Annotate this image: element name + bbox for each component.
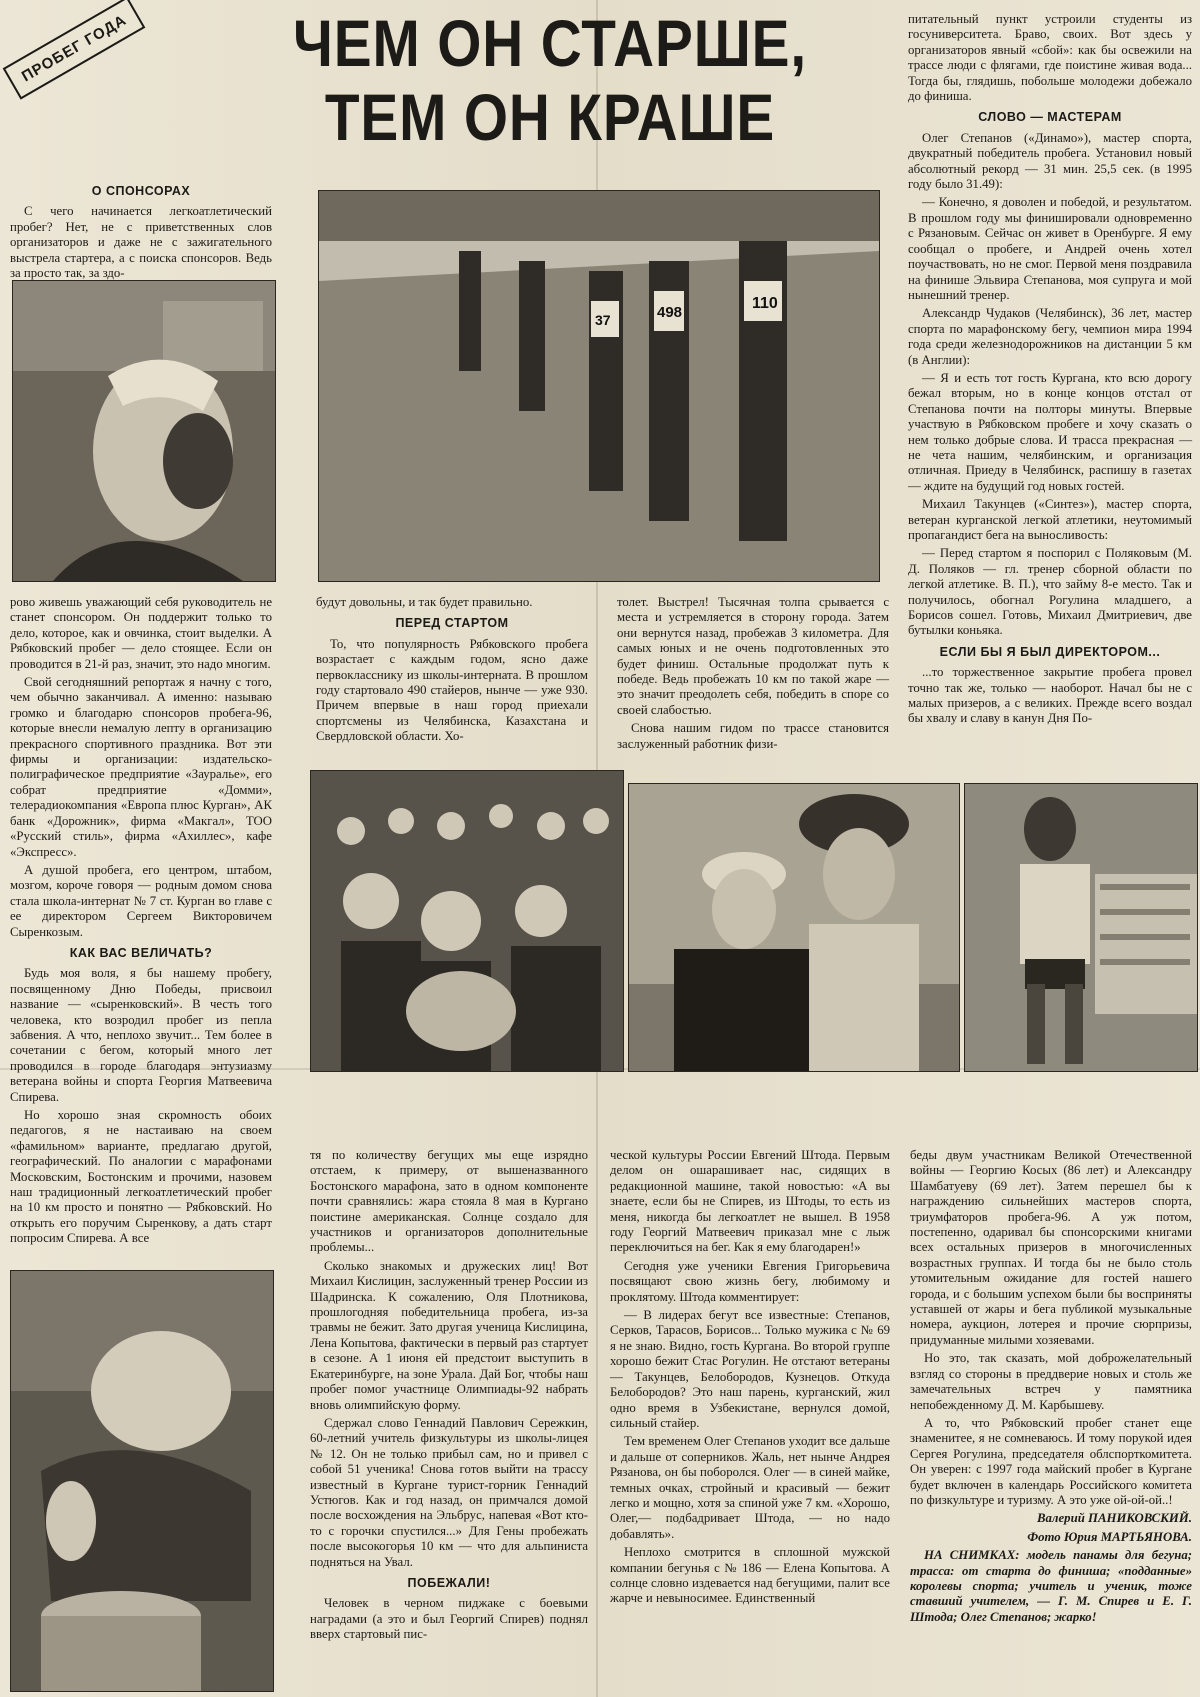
headline-line-1: ЧЕМ ОН СТАРШЕ, [293,6,807,80]
paragraph: А то, что Рябковский пробег станет еще знаменитее, я не сомневаюсь. И тому порукой идея Сергея Рогулина, председателя облспорткомитета. Он уверен: с 1997 года майский пробег в Кургане будет включен в календарь Российского комитета по физкультуре и туризму. А это уже ой-ой-ой..! [910,1415,1192,1507]
photo-crowd-spectators [310,770,624,1072]
paragraph: тя по количеству бегущих мы еще изрядно отстаем, к примеру, от вышеназванного Бостонского марафона, зато в одном компоненте почти сравнялись: жара стояла 8 мая в Кургано поистине американская. Солнце создало для участников и организаторов дополнительные проблемы... [310,1148,588,1255]
column-5-bottom [910,1148,1192,1693]
paragraph: Человек в черном пиджаке с боевыми наградами (а это и был Георгий Спирев) поднял вверх стартовый пис- [310,1596,588,1642]
paragraph: То, что популярность Рябковского пробега возрастает с каждым годом, ясно даже первокласснику из школы-интерната. В прошлом году стартовало 490 стайеров, нынче — уже 930. Причем впервые в наш город приехали спортсмены из Челябинска, Казахстана и Свердловской области. Хо- [316,636,588,744]
paragraph: Сегодня уже ученики Евгения Григорьевича посвящают свою жизнь бегу, любимому и проклятому. Штода комментирует: [610,1258,890,1304]
paragraph: Будь моя воля, я бы нашему пробегу, посвященному Дню Победы, присвоил название — «сыренковский». В честь того человека, кто возродил пробег из пепла забвения. А что, неплохо звучит... Тем более в сочетании с бегом, который много лет проводился в городе благодаря энтузиазму ветерана войны и спорта Георгия Матвеевича Спирева. [10,966,272,1104]
paragraph: беды двум участникам Великой Отечественной войны — Георгию Косых (86 лет) и Александру Шамбатуеву (69 лет). Затем перешел бы к награждению сильнейших мастеров спорта, триумфаторов пробега-96. А уж потом, постепенно, одаривал бы спонсорскими книгами всех остальных призеров в многочисленных возрастных группах. И тогда бы не было столь утомительным ожидание для гостей нашего города, и с большим успехом были бы восприняты уставшей от жары и бега публикой музыкальные номера, аукцион, лотерея и прочие сюрпризы, придуманные милыми хозяевами. [910,1148,1192,1347]
headline-line-2: ТЕМ ОН КРАШЕ [324,80,776,154]
paragraph: Сколько знакомых и дружеских лиц! Вот Михаил Кислицин, заслуженный тренер России из Шадринска. К сожалению, Оля Плотникова, прошлогодняя победительница пробега, из-за травмы не бежит. Зато другая ученица Кислицина, Лена Копытова, фактически в первый раз стартует в сезоне. А 1 июня ей предстоит выступить в Екатеринбурге, на зоне Урала. Дай Бог, чтобы наш пробег помог участнице Олимпиады-92 набрать вновь олимпийскую форму. [310,1258,588,1412]
photo-water-bucket [10,1270,274,1692]
bib-number: 110 [752,295,778,312]
rubric-stamp: ПРОБЕГ ГОДА [3,0,146,100]
column-3 [310,1148,588,1693]
photo-runner-panama [12,280,276,582]
paragraph: Олег Степанов («Динамо»), мастер спорта, двукратный победитель пробега. Установил новый абсолютный рекорд — 31 мин. 25,5 сек. (в 1995 году было 31.49): [908,130,1192,192]
paragraph: — В лидерах бегут все известные: Степанов, Серков, Тарасов, Борисов... Только мужика с № 69 я не знаю. Видно, гость Кургана. Во второй группе хорошо бежит Стас Рогулин. Не отстают ветераны — Такунцев, Белобородов, Кузнецов. Откуда Белобородов? Это наш парень, курганский, жил одно время в Узбекистане, вернулся домой, сильный стайер. [610,1308,890,1430]
paragraph: — Я и есть тот гость Кургана, кто всю дорогу бежал вторым, но в конце концов отстал от Степанова почти на полторы минуты. Впервые участвую в Рябковском пробеге и хочу сказать о нем только добрые слова. И трасса прекрасная — не чета нашим, челябинским, и организация отличная. Приеду в Челябинск, распишу в газетах — ждите на будущий год новых гостей. [908,370,1192,493]
paragraph: ...то торжественное закрытие пробега провел точно так же, только — наоборот. Начал бы не с малых призеров, а с великих. Прежде всего воздал бы хвалу и славу в канун Дня По- [908,665,1192,726]
paragraph: питательный пункт устроили студенты из госуниверситета. Браво, своих. Вот здесь у организаторов явный «сбой»: как бы освежили на трассе люди с флягами, где поистине живая вода... Тогда бы, глядишь, побольше молодежи добежало до финиша. [908,12,1192,104]
photo-oleg-stepanov-running [964,783,1198,1072]
column-4-bottom [610,1148,890,1693]
author-signature: Валерий ПАНИКОВСКИЙ. [1037,1511,1192,1526]
captions-label: НА СНИМКАХ: [924,1548,1020,1563]
paragraph: Снова нашим гидом по трассе становится заслуженный работник физи- [617,721,889,751]
paragraph: будут довольны, и так будет правильно. [316,595,533,609]
paragraph: Неплохо смотрится в сплошной мужской компании бегунья с № 186 — Елена Копытова. А солнце словно издевается над бегущими, палит все жарче и невыносимее. Единственный [610,1545,890,1606]
photo-marathon-runners [318,190,880,582]
paragraph: Михаил Такунцев («Синтез»), мастер спорта, ветеран курганской легкой атлетики, неутомимый пропагандист бега на выносливость: [908,497,1192,542]
photo-teacher-and-student [628,783,960,1072]
paragraph: Но это, так сказать, мой доброжелательный взгляд со стороны в преддверие новых и столь же замечательных встреч у памятника непобежденному Д. М. Карбышеву. [910,1351,1192,1412]
bib-number: 37 [595,312,611,328]
paragraph: Тем временем Олег Степанов уходит все дальше и дальше от соперников. Жаль, нет нынче Андрея Рязанова, он бы поборолся. Олег — в синей майке, темных очках, стройный и красивый — бежит легко и мощно, хотя за спиной уже 7 км. «Хорошо, Олег,— подбадривает Штода, — но надо добавлять». [610,1434,890,1541]
column-1-top [10,178,272,281]
paragraph: Александр Чудаков (Челябинск), 36 лет, мастер спорта по марафонскому бегу, чемпион мира 1994 года среди железнодорожников на дистанции 5 км (в Англии): [908,306,1192,367]
column-2 [316,595,588,765]
paragraph: Но хорошо зная скромность обоих педагогов, я не настаиваю на своем «фамильном» варианте, предлагаю другой, географический. По аналогии с марафонами Московским, Бостонским и прочими, назовем наш традиционный легкоатлетический пробег на 10 км просто и понятно — Рябковский. Но открыть его поручим Сыренкову, а дать старт попросим Спирева. А все [10,1108,272,1246]
paragraph: — Конечно, я доволен и победой, и результатом. В прошлом году мы финишировали одновременно с Рязановым. Сейчас он живет в Оренбурге. Я ему сообщал о пробеге, и Андрей очень хотел поучаствовать, но не смог. Первой меня поздравила на финише Эльвира Степанова, моя супруга и мой нынешний тренер. [908,195,1192,302]
column-4-top [617,595,889,765]
column-5-top [908,12,1192,772]
paragraph: Сдержал слово Геннадий Павлович Сережкин, 60-летний учитель физкультуры из школы-лицея № 12. Он не только прибыл сам, но и привел с собой 51 ученика! Снова готов выйти на трассу известный в Кургане турист-горник Геннадий Устюгов. Как и год назад, он примчался домой после восхождения на Эльбрус, напевая «Вот кто-то с горочки спустился...» Для Гены пробежать после высокогорья 10 км — что для альпиниста подняться на Увал. [310,1415,588,1569]
column-1-middle [10,595,272,1255]
photo-credit: Фото Юрия МАРТЬЯНОВА. [1027,1529,1192,1544]
headline [240,6,859,154]
photo-captions [910,1548,1192,1625]
subheading-word-to-masters: СЛОВО — МАСТЕРАМ [978,110,1122,125]
paragraph: — Перед стартом я поспорил с Поляковым (М. Д. Поляков — гл. тренер сборной области по легкой атлетике. В. П.), что займу 8-е место. Так и получилось, обогнал Рогулина младшего, а Борисов сошел. Готовь, Михаил Дмитриевич, две бутылки коньяка. [908,546,1192,638]
subheading-sponsors: О СПОНСОРАХ [91,184,191,198]
subheading-before-start: ПЕРЕД СТАРТОМ [395,616,509,631]
paragraph: С чего начинается легкоатлетический пробег? Нет, не с приветственных слов организаторов и даже не с зажигательного выстрела стартера, а с поиска спонсоров. Ведь за просто так, за здо- [10,204,272,281]
subheading-name: КАК ВАС ВЕЛИЧАТЬ? [69,945,213,960]
paragraph: ческой культуры России Евгений Штода. Первым делом он ошарашивает нас, сидящих в редакционной машине, такой новостью: «А вы знаете, если бы не Спирев, из Штоды, то есть из меня, никогда бы легкоатлет не вышел. В 1958 году Георгий Матвеевич приказал мне с лыж переключиться на бег. Как я ему благодарен!» [610,1148,890,1255]
paragraph: А душой пробега, его центром, штабом, мозгом, короче говоря — родным домом снова стала школа-интернат № 7 ст. Курган во главе с ее директором Сергеем Викторовичем Сыренкозым. [10,862,272,939]
paragraph: толет. Выстрел! Тысячная толпа срывается с места и устремляется в сторону города. Затем они вернутся назад, пробежав 3 километра. Для самых юных и не очень подготовленных это будет финиш. Остальные продолжат путь к победе. Ведь пробежать 10 км по такой жаре — это значит преодолеть себя, победить в споре со своей слабостью. [617,595,889,717]
bib-number: 498 [657,304,683,321]
captions-text: модель панамы для бегуна; трасса: от старта до финиша; «подданные» королевы спорта; учитель и ученик, тоже ставший учителем, — Г. М. Спирев и Е. Г. Штода; Олег Степанов; жарко! [910,1548,1192,1624]
paragraph: рово живешь уважающий себя руководитель не станет спонсором. Он поддержит только то дело, которое, как и овчинка, стоит выделки. А Рябковский пробег — дело стоящее. Если он проводится в 21-й раз, значит, это надо многим. [10,595,272,671]
subheading-started: ПОБЕЖАЛИ! [407,1575,491,1590]
subheading-if-i-were-director: ЕСЛИ БЫ Я БЫЛ ДИРЕКТОРОМ... [939,644,1161,659]
paragraph: Свой сегодняшний репортаж я начну с того, чем обычно заканчивал. А именно: называю громко и благодарю спонсоров пробега-96, которые внесли немалую лепту в организацию прекрасного спортивного праздника. Вот эти фирмы и организации: издательско-полиграфическое предприятие «Зауралье», его собрат предприятие «Домми», телерадиокомпания «Европа плюс Курган», АК банк «Дорожник», фирма «Макгал», ТОО «Русский стиль», фирма «Ахиллес», кафе «Экспресс». [10,675,272,859]
